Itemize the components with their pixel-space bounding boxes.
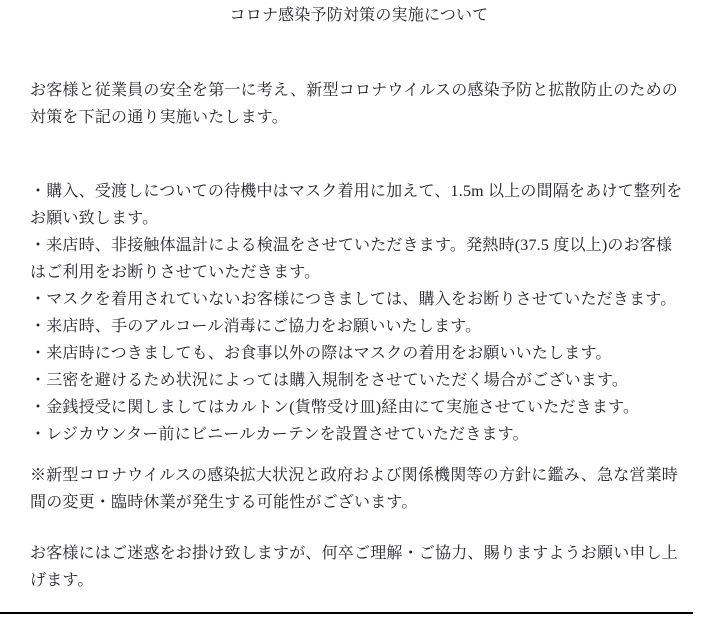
measure-item-hand-sanitizer: ・来店時、手のアルコール消毒にご協力をお願いいたします。 — [30, 318, 482, 335]
measure-item-temperature-check: ・来店時、非接触体温計による検温をさせていただきます。発熱時(37.5 度以上)のお客様はご利用をお断りさせていただきます。 — [30, 237, 673, 281]
measure-item-mask-except-meals: ・来店時につきましても、お食事以外の際はマスクの着用をお願いいたします。 — [30, 345, 612, 362]
measure-item-queue-spacing: ・購入、受渡しについての待機中はマスク着用に加えて、1.5m 以上の間隔をあけて整列をお願い致します。 — [30, 183, 683, 227]
measure-item-cash-tray: ・金銭授受に関しましてはカルトン(貨幣受け皿)経由にて実施させていただきます。 — [30, 399, 640, 416]
measures-list — [30, 178, 688, 448]
measure-item-purchase-limit: ・三密を避けるため状況によっては購入規制をさせていただく場合がございます。 — [30, 372, 629, 389]
document-title: コロナ感染予防対策の実施について — [229, 7, 489, 24]
note-paragraph: ※新型コロナウイルスの感染拡大状況と政府および関係機関等の方針に鑑み、急な営業時間の変更・臨時休業が発生する可能性がございます。 — [30, 467, 679, 511]
closing-paragraph: お客様にはご迷惑をお掛け致しますが、何卒ご理解・ご協力、賜りますようお願い申し上げます。 — [30, 545, 679, 589]
measure-item-vinyl-curtain: ・レジカウンター前にビニールカーテンを設置させていただきます。 — [30, 426, 529, 443]
intro-paragraph: お客様と従業員の安全を第一に考え、新型コロナウイルスの感染予防と拡散防止のための対策を下記の通り実施いたします。 — [30, 82, 679, 126]
measure-item-mask-required: ・マスクを着用されていないお客様につきましては、購入をお断りさせていただきます。 — [30, 291, 677, 308]
bottom-divider-line — [0, 612, 693, 614]
